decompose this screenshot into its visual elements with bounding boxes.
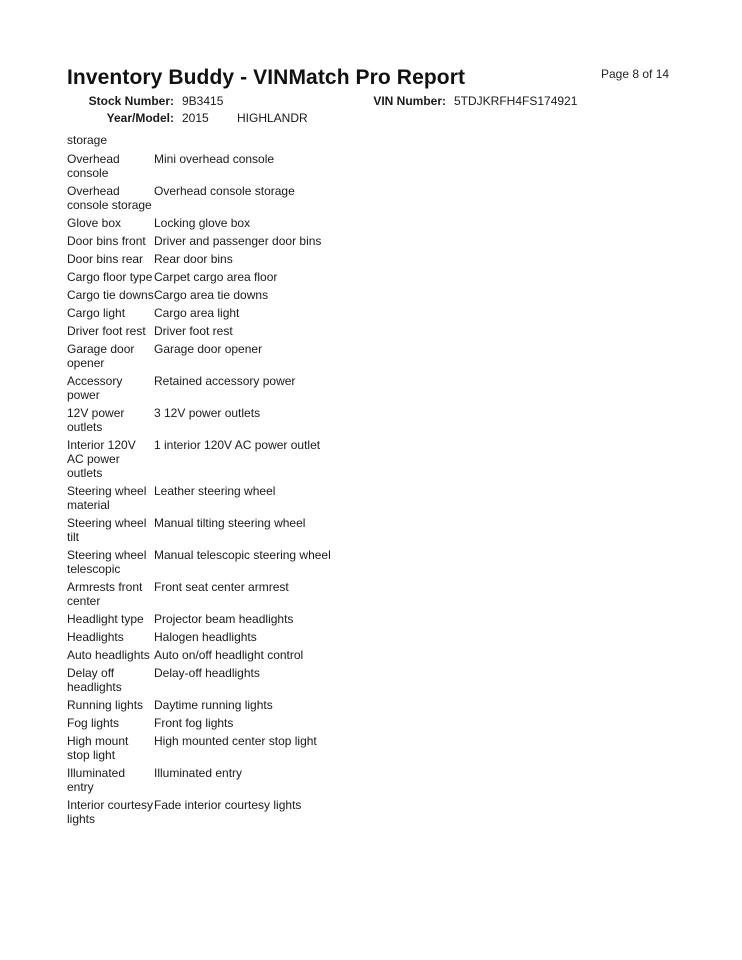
- feature-name: High mount stop light: [67, 734, 129, 762]
- feature-value: Delay-off headlights: [154, 666, 260, 680]
- feature-row: [67, 342, 367, 370]
- feature-name: Armrests front center: [67, 580, 143, 608]
- feature-name: Headlights: [67, 630, 124, 644]
- feature-name: Auto headlights: [67, 648, 150, 662]
- feature-row: [67, 484, 367, 512]
- feature-name: Running lights: [67, 698, 144, 712]
- feature-value: Garage door opener: [154, 342, 263, 356]
- feature-row: [67, 766, 367, 794]
- feature-row: [67, 288, 367, 302]
- feature-value: Manual tilting steering wheel: [154, 516, 306, 530]
- feature-row: [67, 184, 367, 212]
- feature-name: Steering wheel material: [67, 484, 147, 512]
- feature-row: [67, 306, 367, 320]
- feature-value: Front fog lights: [154, 716, 234, 730]
- feature-value: Daytime running lights: [154, 698, 273, 712]
- feature-value: Front seat center armrest: [154, 580, 289, 594]
- feature-row: [67, 630, 367, 644]
- feature-row: [67, 406, 367, 434]
- feature-value: Locking glove box: [154, 216, 251, 230]
- feature-name: Interior 120V AC power outlets: [67, 438, 136, 480]
- feature-name: Steering wheel tilt: [67, 516, 147, 544]
- feature-value: Driver foot rest: [154, 324, 233, 338]
- feature-value: Retained accessory power: [154, 374, 296, 388]
- feature-name: 12V power outlets: [67, 406, 125, 434]
- feature-row: [67, 612, 367, 626]
- feature-value: Halogen headlights: [154, 630, 257, 644]
- feature-row: [67, 216, 367, 230]
- feature-value: Manual telescopic steering wheel: [154, 548, 331, 562]
- feature-row: [67, 438, 367, 480]
- stock-number-value: 9B3415: [182, 94, 224, 108]
- feature-row: [67, 270, 367, 284]
- page-number: Page 8 of 14: [601, 67, 670, 81]
- feature-name: Illuminated entry: [67, 766, 126, 794]
- feature-row: [67, 548, 367, 576]
- feature-row: [67, 580, 367, 608]
- feature-value: Leather steering wheel: [154, 484, 276, 498]
- feature-value: Projector beam headlights: [154, 612, 294, 626]
- model-value: HIGHLANDR: [237, 111, 308, 125]
- feature-value: 1 interior 120V AC power outlet: [154, 438, 321, 452]
- vin-number-value: 5TDJKRFH4FS174921: [454, 94, 578, 108]
- feature-name: Door bins rear: [67, 252, 144, 266]
- feature-value: Mini overhead console: [154, 152, 275, 166]
- feature-name: Accessory power: [67, 374, 123, 402]
- feature-row: [67, 798, 367, 826]
- feature-value: High mounted center stop light: [154, 734, 317, 748]
- feature-row: [67, 234, 367, 248]
- feature-name: Cargo light: [67, 306, 126, 320]
- feature-row: [67, 152, 367, 180]
- continued-row-fragment: storage: [67, 133, 108, 147]
- feature-name: Interior courtesy lights: [67, 798, 154, 826]
- feature-value: Carpet cargo area floor: [154, 270, 278, 284]
- feature-name: Garage door opener: [67, 342, 135, 370]
- feature-value: 3 12V power outlets: [154, 406, 261, 420]
- feature-value: Rear door bins: [154, 252, 233, 266]
- feature-value: Cargo area tie downs: [154, 288, 269, 302]
- feature-name: Overhead console storage: [67, 184, 152, 212]
- year-value: 2015: [182, 111, 209, 125]
- feature-value: Driver and passenger door bins: [154, 234, 322, 248]
- feature-name: Cargo tie downs: [67, 288, 154, 302]
- feature-name: Cargo floor type: [67, 270, 153, 284]
- feature-value: Illuminated entry: [154, 766, 243, 780]
- feature-name: Glove box: [67, 216, 122, 230]
- feature-name: Steering wheel telescopic: [67, 548, 147, 576]
- feature-row: [67, 666, 367, 694]
- feature-name: Delay off headlights: [67, 666, 122, 694]
- feature-row: [67, 716, 367, 730]
- feature-value: Auto on/off headlight control: [154, 648, 304, 662]
- feature-name: Overhead console: [67, 152, 120, 180]
- feature-row: [67, 648, 367, 662]
- feature-row: [67, 324, 367, 338]
- feature-row: [67, 252, 367, 266]
- feature-row: [67, 516, 367, 544]
- year-model-label: Year/Model:: [106, 111, 174, 125]
- feature-value: Cargo area light: [154, 306, 240, 320]
- feature-name: Fog lights: [67, 716, 120, 730]
- feature-list: [67, 152, 367, 830]
- feature-name: Door bins front: [67, 234, 146, 248]
- feature-value: Fade interior courtesy lights: [154, 798, 302, 812]
- feature-name: Driver foot rest: [67, 324, 146, 338]
- feature-row: [67, 698, 367, 712]
- feature-row: [67, 734, 367, 762]
- feature-name: Headlight type: [67, 612, 144, 626]
- feature-row: [67, 374, 367, 402]
- report-title: Inventory Buddy - VINMatch Pro Report: [67, 66, 466, 89]
- vin-number-label: VIN Number:: [373, 94, 446, 108]
- stock-number-label: Stock Number:: [88, 94, 174, 108]
- feature-value: Overhead console storage: [154, 184, 295, 198]
